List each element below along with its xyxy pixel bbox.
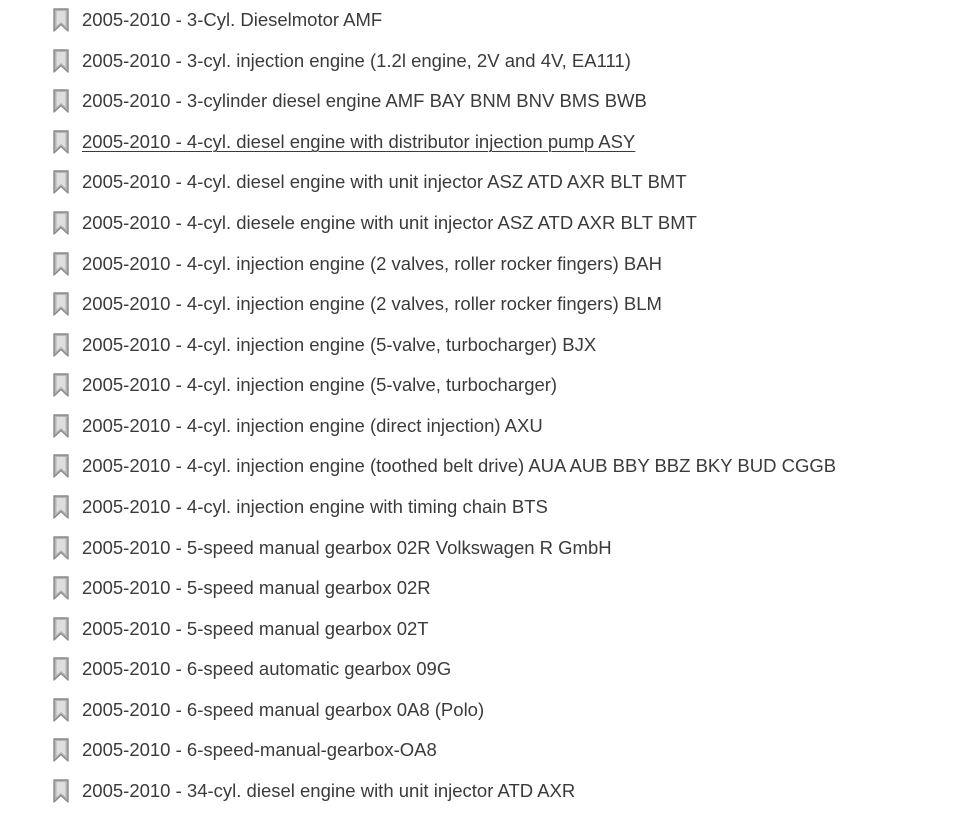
- bookmark-icon: [52, 414, 70, 438]
- bookmark-icon: [52, 495, 70, 519]
- bookmark-icon: [52, 292, 70, 316]
- list-item[interactable]: [0, 244, 960, 284]
- bookmark-icon: [52, 454, 70, 478]
- bookmark-icon: [52, 333, 70, 357]
- bookmark-icon: [52, 576, 70, 600]
- list-item-label[interactable]: 2005-2010 - 4-cyl. injection engine (2 valves, roller rocker fingers) BAH: [82, 253, 662, 274]
- bookmark-icon: [52, 170, 70, 194]
- list-item[interactable]: [0, 771, 960, 811]
- list-item-label[interactable]: 2005-2010 - 4-cyl. diesel engine with unit injector ASZ ATD AXR BLT BMT: [82, 171, 687, 192]
- list-item-label[interactable]: 2005-2010 - 6-speed manual gearbox 0A8 (Polo): [82, 699, 485, 720]
- list-item-label[interactable]: 2005-2010 - 3-cylinder diesel engine AMF BAY BNM BNV BMS BWB: [82, 90, 647, 111]
- list-item[interactable]: [0, 487, 960, 527]
- list-item-label[interactable]: 2005-2010 - 4-cyl. injection engine with timing chain BTS: [82, 496, 548, 517]
- list-item-label[interactable]: 2005-2010 - 3-Cyl. Dieselmotor AMF: [82, 9, 383, 30]
- list-item-label[interactable]: 2005-2010 - 4-cyl. injection engine (5-valve, turbocharger): [82, 374, 558, 395]
- list-item[interactable]: [0, 690, 960, 730]
- list-item-label[interactable]: 2005-2010 - 6-speed-manual-gearbox-OA8: [82, 739, 437, 760]
- bookmark-icon: [52, 8, 70, 32]
- list-item[interactable]: [0, 162, 960, 202]
- list-item-label[interactable]: 2005-2010 - 5-speed manual gearbox 02R: [82, 577, 431, 598]
- list-item-label[interactable]: 2005-2010 - 5-speed manual gearbox 02T: [82, 618, 429, 639]
- list-item-label[interactable]: 2005-2010 - 4-cyl. diesel engine with distributor injection pump ASY: [82, 131, 636, 152]
- bookmark-icon: [52, 89, 70, 113]
- bookmark-icon: [52, 536, 70, 560]
- list-item[interactable]: [0, 528, 960, 568]
- bookmark-icon: [52, 698, 70, 722]
- bookmark-icon: [52, 657, 70, 681]
- bookmark-icon: [52, 617, 70, 641]
- list-item[interactable]: [0, 325, 960, 365]
- list-item-label[interactable]: 2005-2010 - 4-cyl. injection engine (2 valves, roller rocker fingers) BLM: [82, 293, 662, 314]
- list-item[interactable]: [0, 649, 960, 689]
- list-item-label[interactable]: 2005-2010 - 4-cyl. injection engine (direct injection) AXU: [82, 415, 543, 436]
- list-item-label[interactable]: 2005-2010 - 6-speed automatic gearbox 09G: [82, 658, 452, 679]
- bookmark-icon: [52, 211, 70, 235]
- bookmark-icon: [52, 252, 70, 276]
- list-item[interactable]: [0, 284, 960, 324]
- list-item[interactable]: [0, 568, 960, 608]
- list-item-label[interactable]: 2005-2010 - 4-cyl. diesele engine with unit injector ASZ ATD AXR BLT BMT: [82, 212, 697, 233]
- list-item-label[interactable]: 2005-2010 - 3-cyl. injection engine (1.2l engine, 2V and 4V, EA111): [82, 50, 631, 71]
- list-item[interactable]: [0, 81, 960, 121]
- list-item[interactable]: [0, 446, 960, 486]
- list-item[interactable]: [0, 609, 960, 649]
- list-item[interactable]: [0, 41, 960, 81]
- list-item-label[interactable]: 2005-2010 - 4-cyl. injection engine (toothed belt drive) AUA AUB BBY BBZ BKY BUD CGGB: [82, 455, 837, 476]
- bookmark-icon: [52, 738, 70, 762]
- list-item[interactable]: [0, 406, 960, 446]
- list-item[interactable]: [0, 122, 960, 162]
- list-item[interactable]: [0, 365, 960, 405]
- list-item[interactable]: [0, 730, 960, 770]
- list-item-label[interactable]: 2005-2010 - 34-cyl. diesel engine with unit injector ATD AXR: [82, 780, 576, 801]
- list-item[interactable]: [0, 0, 960, 40]
- list-item-label[interactable]: 2005-2010 - 4-cyl. injection engine (5-valve, turbocharger) BJX: [82, 334, 597, 355]
- bookmark-icon: [52, 49, 70, 73]
- bookmark-icon: [52, 779, 70, 803]
- bookmark-icon: [52, 373, 70, 397]
- bookmark-icon: [52, 130, 70, 154]
- list-item-label[interactable]: 2005-2010 - 5-speed manual gearbox 02R Volkswagen R GmbH: [82, 537, 612, 558]
- list-item[interactable]: [0, 203, 960, 243]
